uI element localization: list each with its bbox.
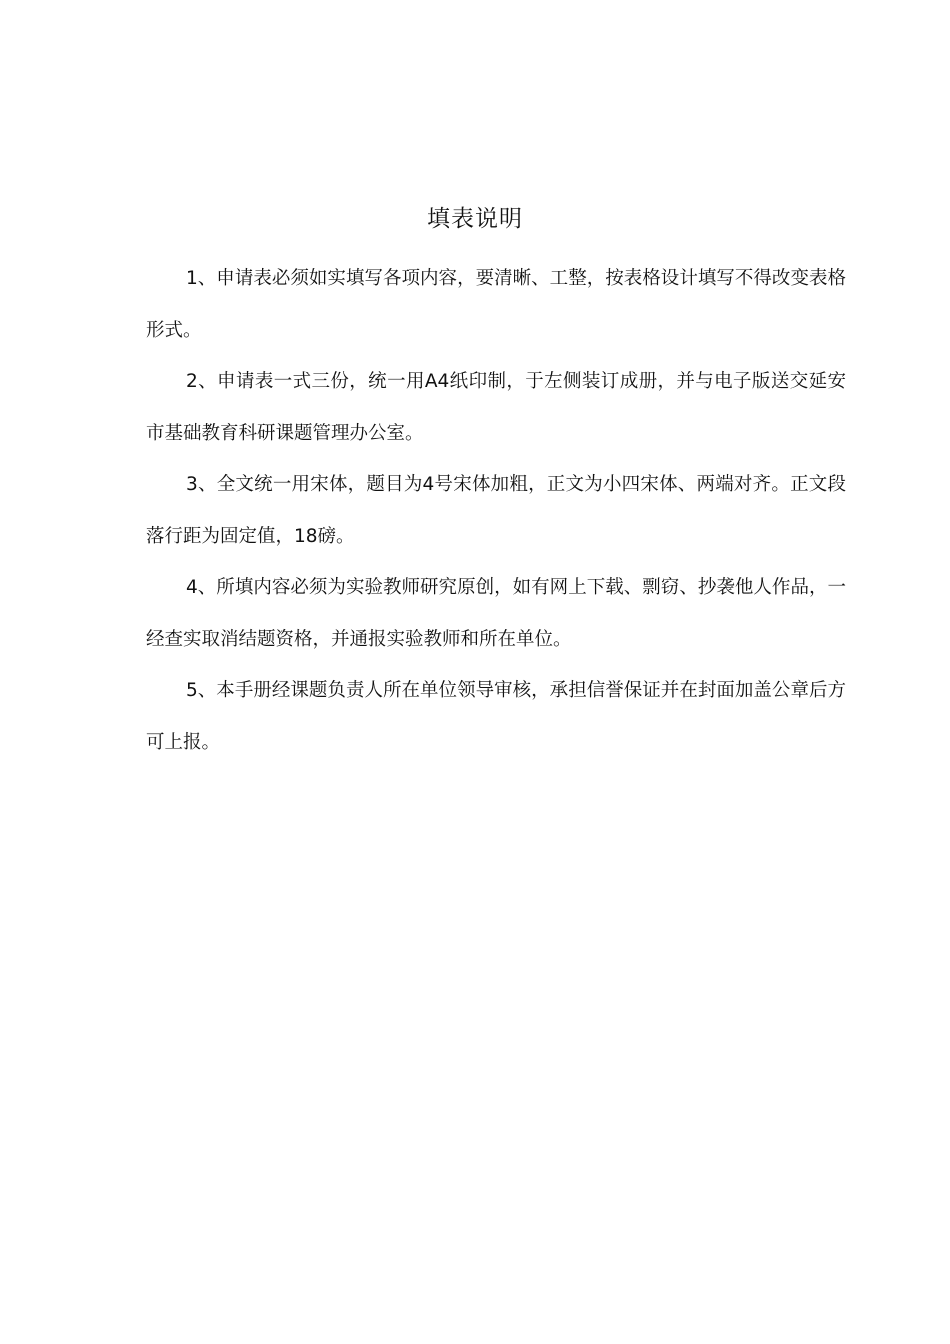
instruction-paragraph-1: 1、申请表必须如实填写各项内容，要清晰、工整，按表格设计填写不得改变表格形式。 <box>146 268 846 341</box>
page-title: 填表说明 <box>427 206 523 232</box>
instruction-paragraph-4: 4、所填内容必须为实验教师研究原创，如有网上下载、剽窃、抄袭他人作品，一经查实取消结题资格，并通报实验教师和所在单位。 <box>146 577 846 650</box>
instruction-paragraph-2: 2、申请表一式三份，统一用A4纸印制，于左侧装订成册，并与电子版送交延安市基础教育科研课题管理办公室。 <box>146 371 846 444</box>
instructions-body <box>146 253 846 768</box>
instruction-paragraph-3: 3、全文统一用宋体，题目为4号宋体加粗，正文为小四宋体、两端对齐。正文段落行距为固定值，18磅。 <box>146 474 846 547</box>
instruction-paragraph-5: 5、本手册经课题负责人所在单位领导审核，承担信誉保证并在封面加盖公章后方可上报。 <box>146 680 846 753</box>
